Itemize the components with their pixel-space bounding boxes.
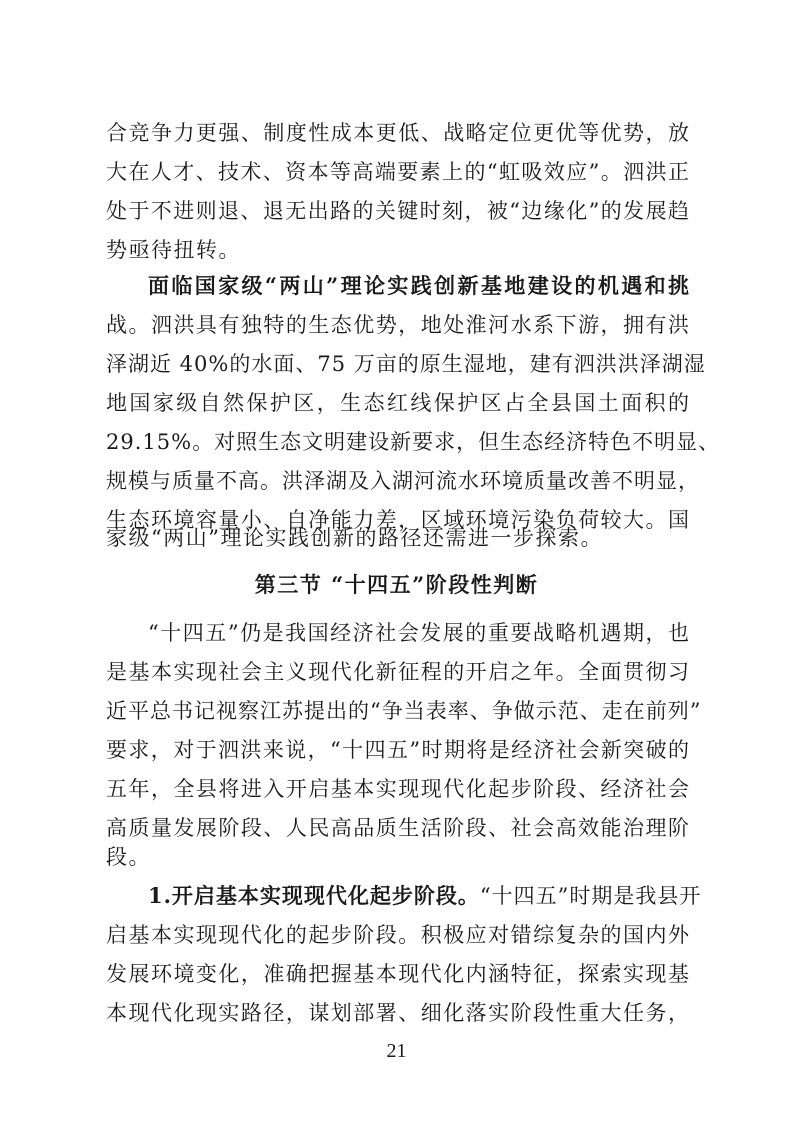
paragraph-3-line-1: “十四五”仍是我国经济社会发展的重要战略机遇期，也 (148, 621, 690, 645)
paragraph-2-line-5: 规模与质量不高。洪泽湖及入湖河流水环境质量改善不明显， (106, 469, 700, 493)
paragraph-2-line-3: 地国家级自然保护区，生态红线保护区占全县国土面积的 (106, 391, 690, 415)
paragraph-4-lead-bold: 1.开启基本实现现代化起步阶段。 (148, 883, 480, 908)
paragraph-1-line-2: 大在人才、技术、资本等高端要素上的“虹吸效应”。泗洪正 (106, 160, 690, 184)
paragraph-2-line-7: 家级“两山”理论实践创新的路径还需进一步探索。 (106, 526, 603, 550)
paragraph-4-lead-line (148, 877, 702, 915)
paragraph-3-line-4: 要求，对于泗洪来说，“十四五”时期将是经济社会新突破的 (106, 738, 690, 762)
paragraph-4-line-3: 本现代化现实路径，谋划部署、细化落实阶段性重大任务， (106, 1001, 690, 1025)
paragraph-2-lead: 面临国家级“两山”理论实践创新基地建设的机遇和挑 (148, 273, 690, 298)
paragraph-4-line-1: 启基本实现现代化的起步阶段。积极应对错综复杂的国内外 (106, 923, 690, 947)
paragraph-1-line-4: 势亟待扭转。 (106, 238, 241, 262)
paragraph-1-line-3: 处于不进则退、退无出路的关键时刻，被“边缘化”的发展趋 (106, 199, 690, 223)
page-number: 21 (386, 1040, 407, 1062)
paragraph-3-line-7: 段。 (106, 845, 151, 869)
paragraph-3-line-3: 近平总书记视察江苏提出的“争当表率、争做示范、走在前列” (106, 699, 702, 723)
paragraph-4-lead-rest: “十四五”时期是我县开 (479, 884, 702, 908)
paragraph-4-line-2: 发展环境变化，准确把握基本现代化内涵特征，探索实现基 (106, 962, 690, 986)
paragraph-3-line-2: 是基本实现社会主义现代化新征程的开启之年。全面贯彻习 (106, 660, 690, 684)
paragraph-2-line-6: 生态环境容量小、自净能力差，区域环境污染负荷较大。国 (106, 508, 690, 532)
paragraph-1-line-1: 合竞争力更强、制度性成本更低、战略定位更优等优势，放 (106, 121, 690, 145)
paragraph-3-line-6: 高质量发展阶段、人民高品质生活阶段、社会高效能治理阶 (106, 816, 690, 840)
paragraph-2-line-2: 泽湖近 40%的水面、75 万亩的原生湿地，建有泗洪洪泽湖湿 (106, 352, 706, 376)
paragraph-3-line-5: 五年，全县将进入开启基本实现现代化起步阶段、经济社会 (106, 777, 690, 801)
paragraph-2-line-4: 29.15%。对照生态文明建设新要求，但生态经济特色不明显、 (106, 430, 721, 454)
paragraph-2-line-1: 战。泗洪具有独特的生态优势，地处淮河水系下游，拥有洪 (106, 313, 690, 337)
section-title: 第三节 “十四五”阶段性判断 (254, 572, 539, 597)
